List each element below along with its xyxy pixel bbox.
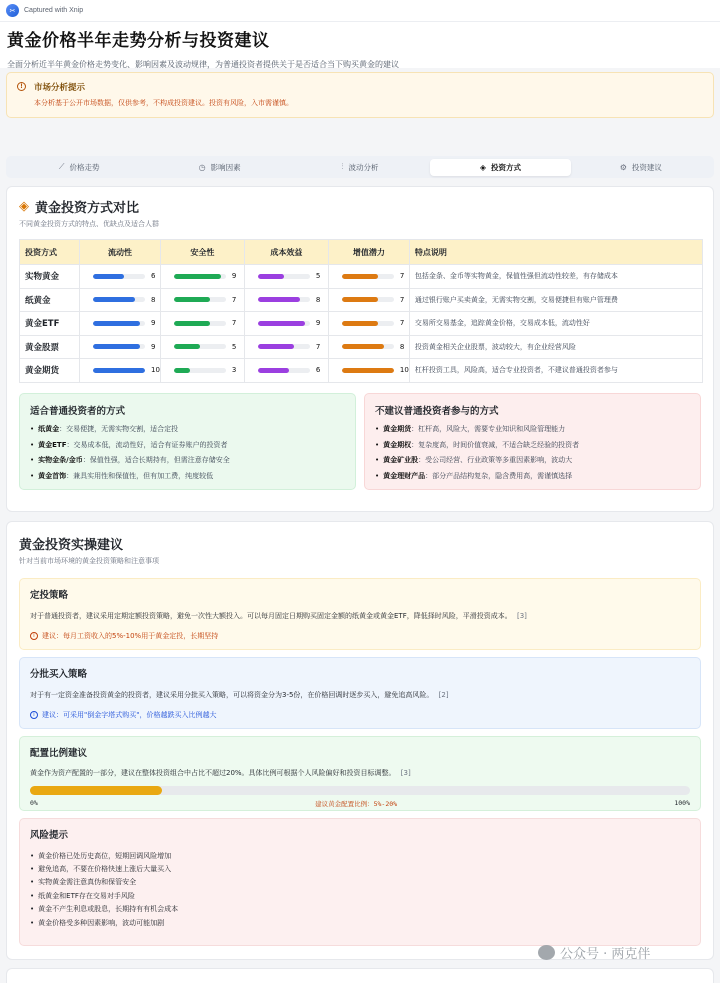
liquidity-score: 9 xyxy=(151,319,156,328)
cost-bar xyxy=(258,321,310,326)
tab-investment-advice[interactable] xyxy=(571,159,711,176)
layers-icon: ◈ xyxy=(479,162,486,172)
list-item xyxy=(30,437,345,453)
method-name: 黄金股票 xyxy=(20,335,80,359)
notice-text: 本分析基于公开市场数据，仅供参考，不构成投资建议。投资有风险，入市需谨慎。 xyxy=(34,99,293,107)
item-label: • 实物金条/金币 xyxy=(38,456,83,465)
safety-bar-fill xyxy=(174,297,210,302)
not-suitable-title: 不建议普通投资者参与的方式 xyxy=(375,405,499,417)
growth-bar xyxy=(342,368,394,373)
safety-cell xyxy=(160,288,244,312)
safety-score: 7 xyxy=(231,295,237,304)
batch-text xyxy=(30,690,690,700)
tab-investment-methods[interactable] xyxy=(430,159,570,176)
item-text: ：交易成本低，流动性好，适合有证券账户的投资者 xyxy=(66,440,228,449)
clock-icon: ◷ xyxy=(198,162,206,172)
cost-bar xyxy=(258,344,310,349)
list-item xyxy=(375,422,690,438)
liquidity-bar xyxy=(93,297,145,302)
growth-bar xyxy=(342,344,394,349)
cost-cell xyxy=(244,335,328,359)
item-text: ：杠杆高，风险大，需要专业知识和风险管理能力 xyxy=(411,425,566,434)
growth-bar xyxy=(342,297,394,302)
fixed-text xyxy=(30,611,690,621)
cost-bar-fill xyxy=(258,321,305,326)
method-name: 黄金ETF xyxy=(20,312,80,336)
batch-tip-text: 建议：可采用"倒金字塔式购买"，价格越跌买入比例越大 xyxy=(42,711,217,719)
risk-list xyxy=(30,849,690,929)
growth-bar-fill xyxy=(342,274,378,279)
table-row xyxy=(20,335,703,359)
liquidity-bar xyxy=(93,368,145,373)
not-suitable-box xyxy=(364,393,701,490)
liquidity-score: 9 xyxy=(151,342,156,351)
not-suitable-list xyxy=(375,422,690,484)
method-name: 实物黄金 xyxy=(20,265,80,289)
info-icon: i xyxy=(30,632,38,640)
advice-title: 黄金投资实操建议 xyxy=(19,538,124,553)
liquidity-bar xyxy=(93,321,145,326)
xnip-logo-icon: ✂ xyxy=(6,4,19,17)
cost-score: 6 xyxy=(315,366,321,375)
cost-score: 8 xyxy=(315,295,321,304)
item-text: ：复杂度高，时间价值衰减，不适合缺乏经验的投资者 xyxy=(411,440,580,449)
citation-link[interactable]: [3] xyxy=(400,769,411,777)
layers-icon: ◈ xyxy=(19,199,29,214)
page-title: 黄金价格半年走势分析与投资建议 xyxy=(7,31,270,51)
growth-bar-fill xyxy=(342,321,378,326)
cost-bar-fill xyxy=(258,344,294,349)
tab-volatility[interactable] xyxy=(290,159,430,176)
liquidity-cell xyxy=(80,359,161,383)
safety-score: 9 xyxy=(231,272,237,281)
item-label: • 黄金理财产品 xyxy=(383,471,426,480)
list-item xyxy=(375,453,690,469)
suitable-box xyxy=(19,393,356,490)
liquidity-score: 6 xyxy=(151,272,156,281)
allocation-progress-fill xyxy=(30,786,162,795)
fixed-tip-text: 建议：每月工资收入的5%-10%用于黄金定投，长期坚持 xyxy=(42,632,219,640)
cost-bar xyxy=(258,274,310,279)
risk-section xyxy=(19,818,701,946)
list-item xyxy=(30,468,345,484)
safety-bar-fill xyxy=(174,344,200,349)
safety-bar-fill xyxy=(174,321,210,326)
cost-cell xyxy=(244,359,328,383)
fixed-title: 定投策略 xyxy=(30,590,69,601)
tab-label: 波动分析 xyxy=(348,162,379,172)
info-icon: ! xyxy=(17,82,26,91)
method-desc: 交易所交易基金，追踪黄金价格，交易成本低，流动性好 xyxy=(409,312,702,336)
item-text: ：交易便捷，无需实物交割，适合定投 xyxy=(59,425,179,434)
tab-label: 投资建议 xyxy=(631,162,662,172)
bar-chart-icon: ⫶ xyxy=(341,162,344,171)
liquidity-cell xyxy=(80,265,161,289)
item-text: ：部分产品结构复杂，隐含费用高，需谨慎选择 xyxy=(425,471,573,480)
growth-bar-fill xyxy=(342,368,394,373)
table-row xyxy=(20,359,703,383)
item-label: • 黄金矿业股 xyxy=(383,456,419,465)
cost-bar-fill xyxy=(258,297,300,302)
method-name: 纸黄金 xyxy=(20,288,80,312)
growth-bar-fill xyxy=(342,297,378,302)
cost-cell xyxy=(244,265,328,289)
tab-price-trend[interactable] xyxy=(9,159,149,176)
growth-score: 8 xyxy=(399,342,405,351)
tab-label: 投资方式 xyxy=(491,162,521,172)
batch-title: 分批买入策略 xyxy=(30,669,88,680)
growth-cell xyxy=(328,335,409,359)
col-growth: 增值潜力 xyxy=(328,240,409,265)
col-desc: 特点说明 xyxy=(409,240,702,265)
risk-item: • 避免追高，不要在价格快速上涨后大量买入 xyxy=(30,862,690,875)
allocation-max: 100% xyxy=(674,799,690,807)
table-row xyxy=(20,265,703,289)
notice-title: 市场分析提示 xyxy=(34,83,86,93)
list-item xyxy=(30,453,345,469)
wechat-icon xyxy=(538,945,555,960)
capture-bar xyxy=(0,0,720,22)
suitable-list xyxy=(30,422,345,484)
col-cost: 成本效益 xyxy=(244,240,328,265)
liquidity-cell xyxy=(80,288,161,312)
method-desc: 通过银行账户买卖黄金，无需实物交割，交易便捷但有账户管理费 xyxy=(409,288,702,312)
growth-score: 7 xyxy=(399,295,405,304)
watermark-text: 公众号 · 两克伴 xyxy=(560,947,651,962)
growth-bar-fill xyxy=(342,344,384,349)
safety-score: 7 xyxy=(231,319,237,328)
fixed-body: 对于普通投资者，建议采用定期定额投资策略，避免一次性大额投入。可以每月固定日期购买固定金额的纸黄金或黄金ETF，降低择时风险，平滑投资成本。 xyxy=(30,612,512,620)
cost-cell xyxy=(244,288,328,312)
item-label: • 黄金期权 xyxy=(383,440,412,449)
growth-bar xyxy=(342,321,394,326)
risk-title: 风险提示 xyxy=(30,830,69,841)
page-subtitle: 全面分析近半年黄金价格走势变化、影响因素及波动规律，为普通投资者提供关于是否适合当下购买黄金的建议 xyxy=(7,60,399,69)
tab-label: 价格走势 xyxy=(69,162,100,172)
safety-bar-fill xyxy=(174,368,190,373)
safety-bar xyxy=(174,368,226,373)
cost-bar xyxy=(258,297,310,302)
growth-cell xyxy=(328,312,409,336)
liquidity-bar xyxy=(93,344,145,349)
capture-label: Captured with Xnip xyxy=(24,7,84,14)
list-item xyxy=(375,437,690,453)
cost-bar xyxy=(258,368,310,373)
comparison-card xyxy=(6,186,714,512)
tab-label: 影响因素 xyxy=(210,162,241,172)
liquidity-bar-fill xyxy=(93,344,140,349)
allocation-section xyxy=(19,736,701,811)
comparison-subtitle: 不同黄金投资方式的特点、优缺点及适合人群 xyxy=(19,220,159,228)
allocation-progress xyxy=(30,786,690,795)
chart-line-icon: ⟋ xyxy=(58,162,65,171)
liquidity-score: 8 xyxy=(151,295,156,304)
method-desc: 包括金条、金币等实物黄金，保值性强但流动性较差，有存储成本 xyxy=(409,265,702,289)
cost-score: 7 xyxy=(315,342,321,351)
allocation-text xyxy=(30,768,690,778)
risk-item: • 实物黄金需注意真伪和保管安全 xyxy=(30,876,690,889)
safety-bar xyxy=(174,321,226,326)
safety-score: 5 xyxy=(231,342,237,351)
liquidity-cell xyxy=(80,335,161,359)
cost-bar-fill xyxy=(258,274,284,279)
comparison-title xyxy=(19,197,701,216)
page-header xyxy=(0,22,720,68)
item-label: • 黄金ETF xyxy=(38,440,67,449)
growth-score: 10 xyxy=(399,366,409,375)
fixed-investment-section xyxy=(19,578,701,650)
liquidity-bar-fill xyxy=(93,274,124,279)
method-name: 黄金期货 xyxy=(20,359,80,383)
citation-link[interactable]: [2] xyxy=(438,691,449,699)
cost-score: 5 xyxy=(315,272,321,281)
growth-cell xyxy=(328,359,409,383)
gear-icon: ⚙ xyxy=(619,162,627,172)
col-safety: 安全性 xyxy=(160,240,244,265)
batch-tip xyxy=(30,710,690,720)
liquidity-bar-fill xyxy=(93,297,135,302)
fixed-tip xyxy=(30,631,690,641)
method-desc: 投资黄金相关企业股票，波动较大，有企业经营风险 xyxy=(409,335,702,359)
growth-cell xyxy=(328,288,409,312)
risk-item: • 黄金不产生利息或股息，长期持有有机会成本 xyxy=(30,903,690,916)
comparison-title-text: 黄金投资方式对比 xyxy=(35,201,140,216)
liquidity-cell xyxy=(80,312,161,336)
safety-cell xyxy=(160,335,244,359)
table-header-row xyxy=(20,240,703,265)
allocation-min: 0% xyxy=(30,799,38,807)
risk-item: • 纸黄金和ETF存在交易对手风险 xyxy=(30,889,690,902)
advice-subtitle: 针对当前市场环境的黄金投资策略和注意事项 xyxy=(19,557,159,565)
item-text: ：受公司经营、行业政策等多重因素影响，波动大 xyxy=(418,456,573,465)
growth-score: 7 xyxy=(399,272,405,281)
col-method: 投资方式 xyxy=(20,240,80,265)
batch-buy-section xyxy=(19,657,701,729)
allocation-mid: 建议黄金配置比例：5%-20% xyxy=(315,800,398,808)
growth-bar xyxy=(342,274,394,279)
col-liquidity: 流动性 xyxy=(80,240,161,265)
item-label: • 纸黄金 xyxy=(38,425,60,434)
safety-cell xyxy=(160,265,244,289)
safety-bar xyxy=(174,274,226,279)
allocation-body: 黄金作为资产配置的一部分，建议在整体投资组合中占比不超过20%。具体比例可根据个人风险偏好和投资目标调整。 xyxy=(30,769,396,777)
tab-factors[interactable] xyxy=(149,159,289,176)
safety-cell xyxy=(160,312,244,336)
safety-score: 3 xyxy=(231,366,237,375)
citation-link[interactable]: [3] xyxy=(516,612,527,620)
item-label: • 黄金首饰 xyxy=(38,471,67,480)
safety-cell xyxy=(160,359,244,383)
advice-card xyxy=(6,521,714,960)
suitable-title: 适合普通投资者的方式 xyxy=(30,405,126,417)
allocation-scale xyxy=(30,799,690,808)
table-row xyxy=(20,312,703,336)
growth-cell xyxy=(328,265,409,289)
market-notice xyxy=(6,72,714,118)
liquidity-bar-fill xyxy=(93,368,145,373)
liquidity-bar xyxy=(93,274,145,279)
safety-bar-fill xyxy=(174,274,221,279)
list-item xyxy=(30,422,345,438)
cost-bar-fill xyxy=(258,368,289,373)
batch-body: 对于有一定资金准备投资黄金的投资者，建议采用分批买入策略，可以将资金分为3-5份，在价格回调时逐步买入，避免追高风险。 xyxy=(30,691,434,699)
item-text: ：保值性强，适合长期持有，但需注意存储安全 xyxy=(82,456,230,465)
comparison-table xyxy=(19,239,703,383)
info-icon: i xyxy=(30,711,38,719)
watermark xyxy=(538,943,650,962)
growth-score: 7 xyxy=(399,319,405,328)
tab-bar xyxy=(6,156,714,178)
cost-cell xyxy=(244,312,328,336)
liquidity-score: 10 xyxy=(151,366,160,375)
safety-bar xyxy=(174,344,226,349)
safety-bar xyxy=(174,297,226,302)
allocation-title: 配置比例建议 xyxy=(30,748,88,759)
cost-score: 9 xyxy=(315,319,321,328)
table-row xyxy=(20,288,703,312)
risk-item: • 黄金价格已处历史高位，短期回调风险增加 xyxy=(30,849,690,862)
next-card-edge xyxy=(6,968,714,983)
liquidity-bar-fill xyxy=(93,321,140,326)
risk-item: • 黄金价格受多种因素影响，波动可能加剧 xyxy=(30,916,690,929)
list-item xyxy=(375,468,690,484)
item-label: • 黄金期货 xyxy=(383,425,412,434)
item-text: ：兼具实用性和保值性，但有加工费，纯度较低 xyxy=(66,471,214,480)
method-desc: 杠杆投资工具，风险高，适合专业投资者，不建议普通投资者参与 xyxy=(409,359,702,383)
